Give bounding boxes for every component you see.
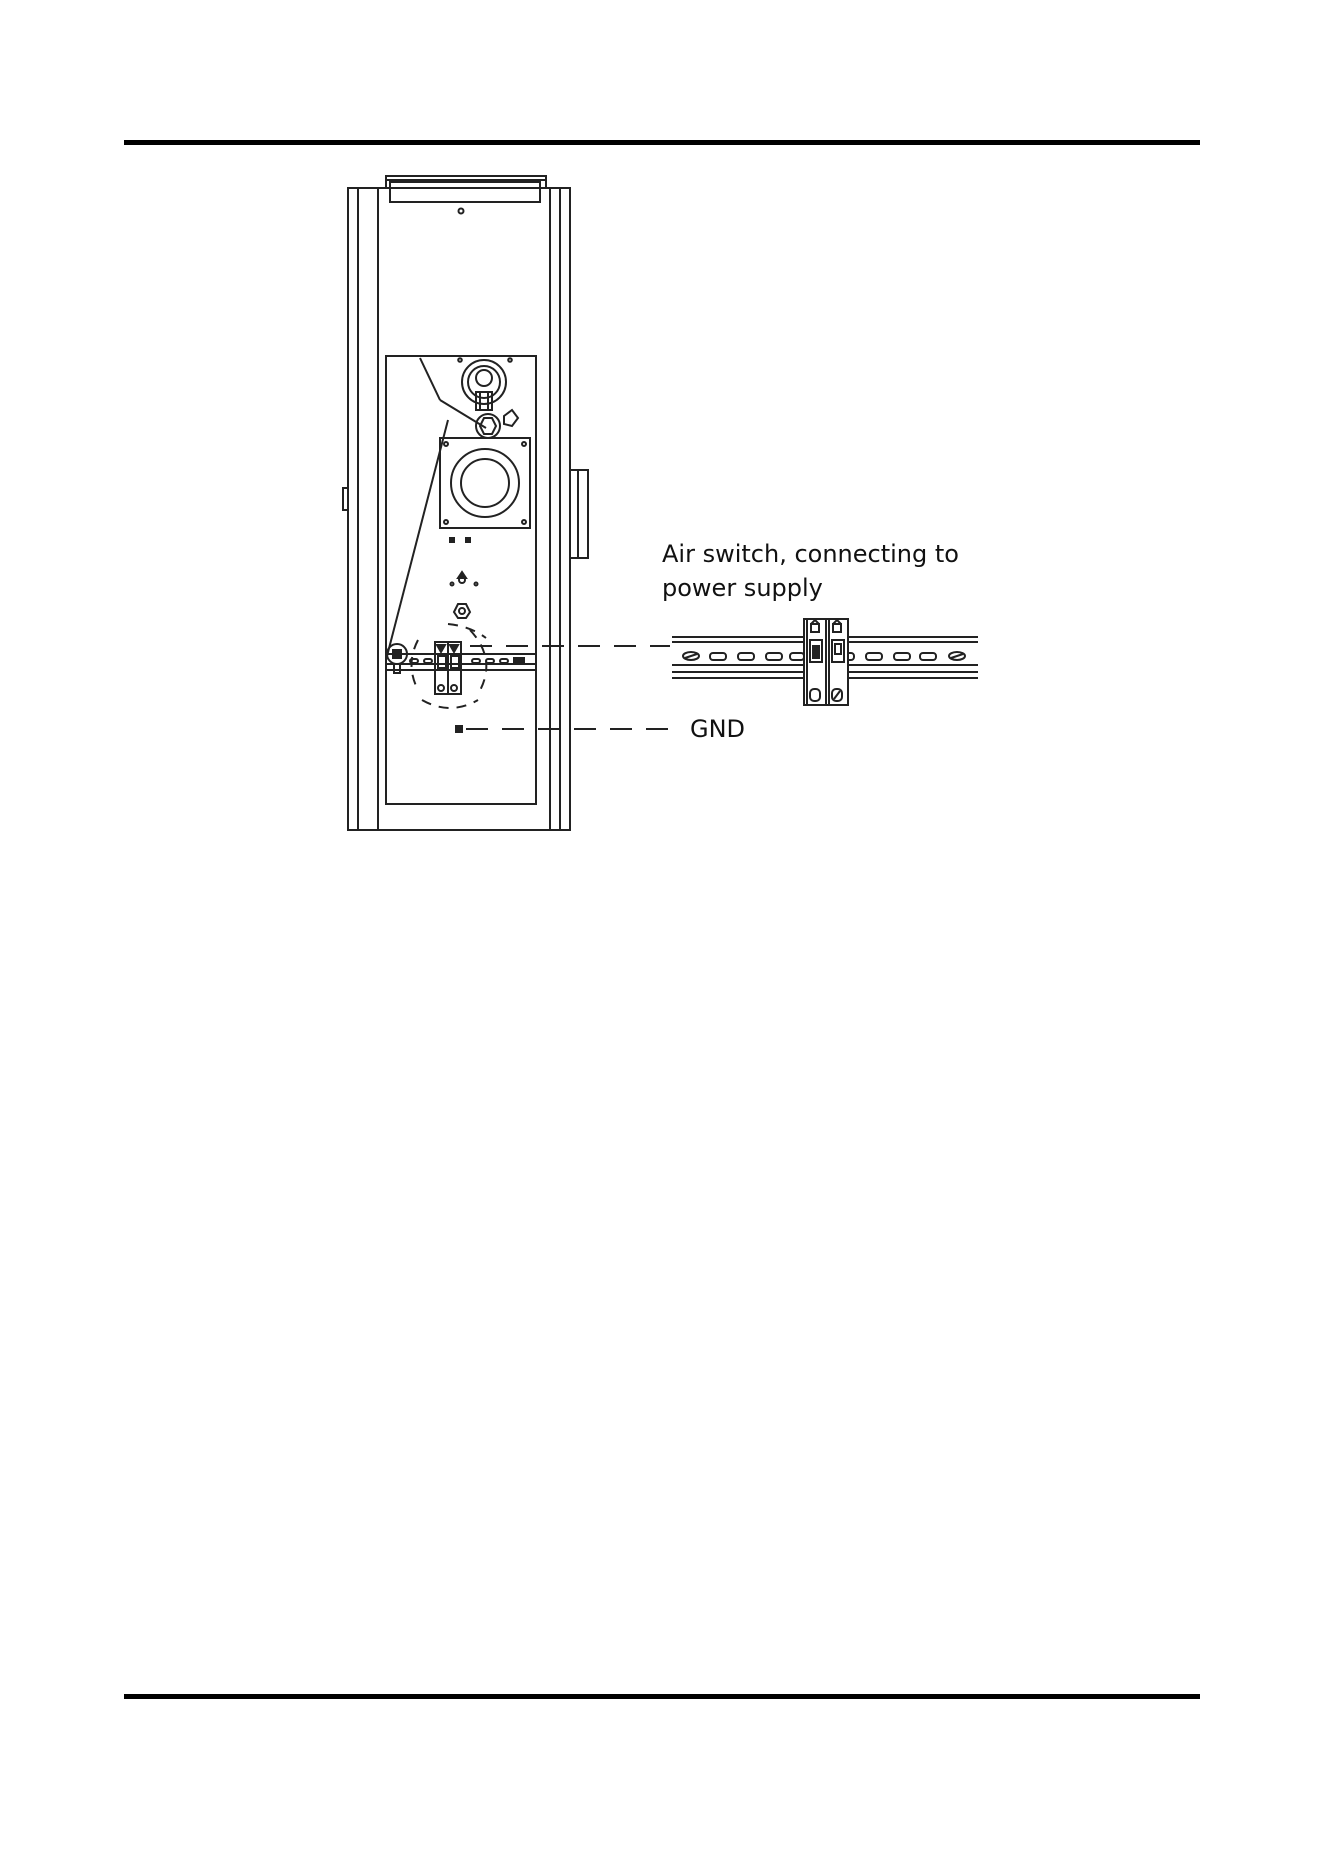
- leader-lines: [466, 646, 680, 729]
- fixing-points: [450, 538, 478, 618]
- detail-air-switch: [804, 619, 848, 705]
- air-switch-callout-line1: Air switch, connecting to: [662, 540, 959, 568]
- air-switch-callout-line2: power supply: [662, 574, 823, 602]
- charger-head-assembly: [386, 358, 518, 660]
- cabinet-air-switch: [435, 642, 461, 694]
- socket-plate: [440, 438, 530, 528]
- gnd-callout: GND: [690, 715, 746, 743]
- footer-rule: [124, 1694, 1200, 1699]
- air-switch-callout: [662, 537, 959, 605]
- cabinet-body: [343, 176, 588, 830]
